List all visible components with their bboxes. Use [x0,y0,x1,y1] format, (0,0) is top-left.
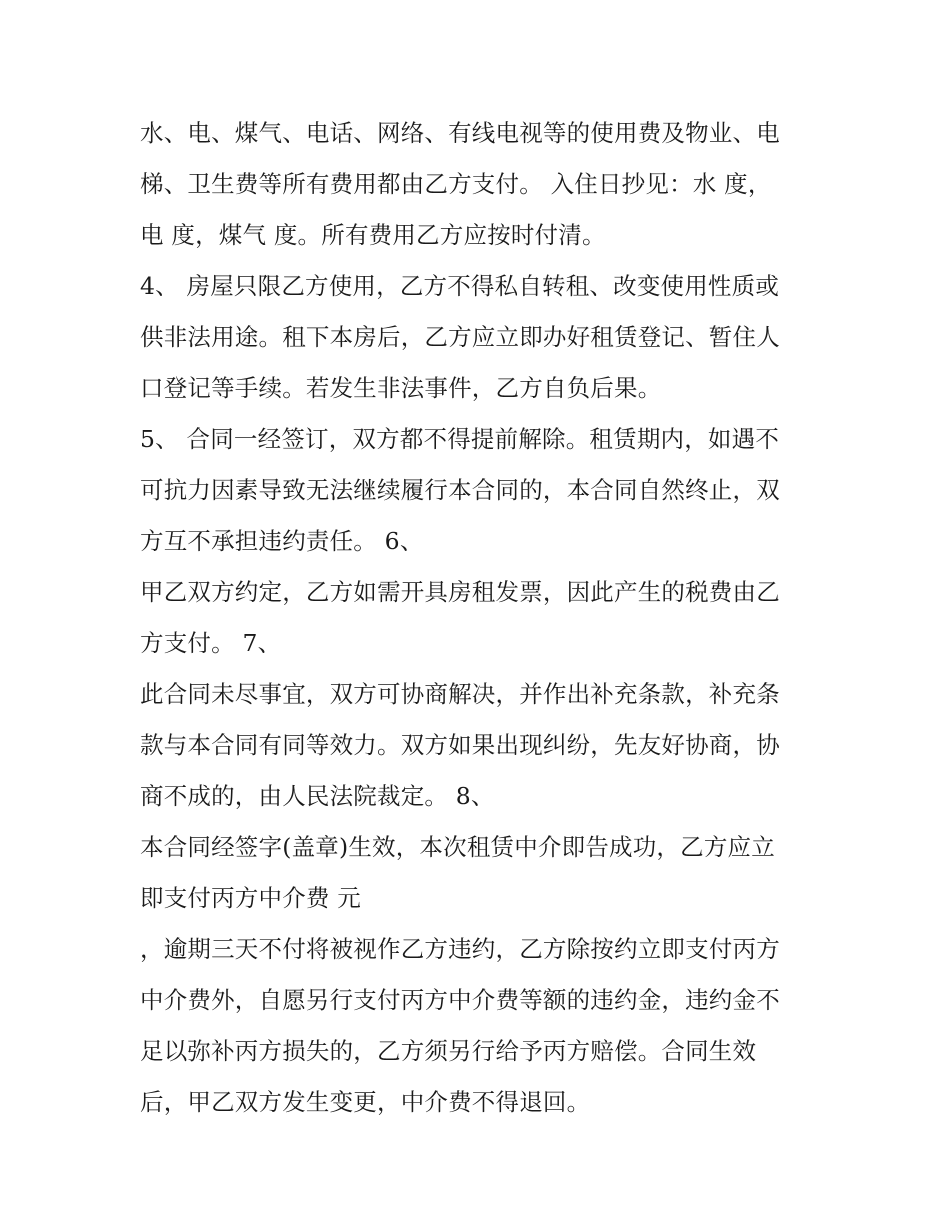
text-line: ，逾期三天不付将被视作乙方违约，乙方除按约立即支付丙方 [140,935,780,963]
text-line: 可抗力因素导致无法继续履行本合同的，本合同自然终止，双 [140,476,780,504]
text-line: 梯、卫生费等所有费用都由乙方支付。 入住日抄见：水 度， [140,170,772,198]
text-line: 本合同经签字(盖章)生效，本次租赁中介即告成功，乙方应立 [140,833,775,861]
text-line: 款与本合同有同等效力。双方如果出现纠纷，先友好协商，协 [140,731,780,759]
text-line: 水、电、煤气、电话、网络、有线电视等的使用费及物业、电 [140,119,780,147]
text-line: 即支付丙方中介费 元 [140,884,361,912]
text-line: 中介费外，自愿另行支付丙方中介费等额的违约金，违约金不 [140,986,780,1014]
text-line: 方支付。 7、 [140,629,282,657]
text-line: 此合同未尽事宜，双方可协商解决，并作出补充条款，补充条 [140,680,780,708]
text-line: 口登记等手续。若发生非法事件，乙方自负后果。 [140,374,662,402]
text-line: 方互不承担违约责任。 6、 [140,527,424,555]
text-line: 4、 房屋只限乙方使用，乙方不得私自转租、改变使用性质或 [140,272,780,300]
text-line: 甲乙双方约定，乙方如需开具房租发票，因此产生的税费由乙 [140,578,780,606]
text-line: 电 度，煤气 度。所有费用乙方应按时付清。 [140,221,606,249]
text-line: 5、 合同一经签订，双方都不得提前解除。租赁期内，如遇不 [140,425,780,453]
text-line: 后，甲乙双方发生变更，中介费不得退回。 [140,1088,591,1116]
text-line: 商不成的，由人民法院裁定。 8、 [140,782,495,810]
contract-text-body [140,108,820,1128]
text-line: 供非法用途。租下本房后，乙方应立即办好租赁登记、暂住人 [140,323,780,351]
text-line: 足以弥补丙方损失的，乙方须另行给予丙方赔偿。合同生效 [140,1037,757,1065]
